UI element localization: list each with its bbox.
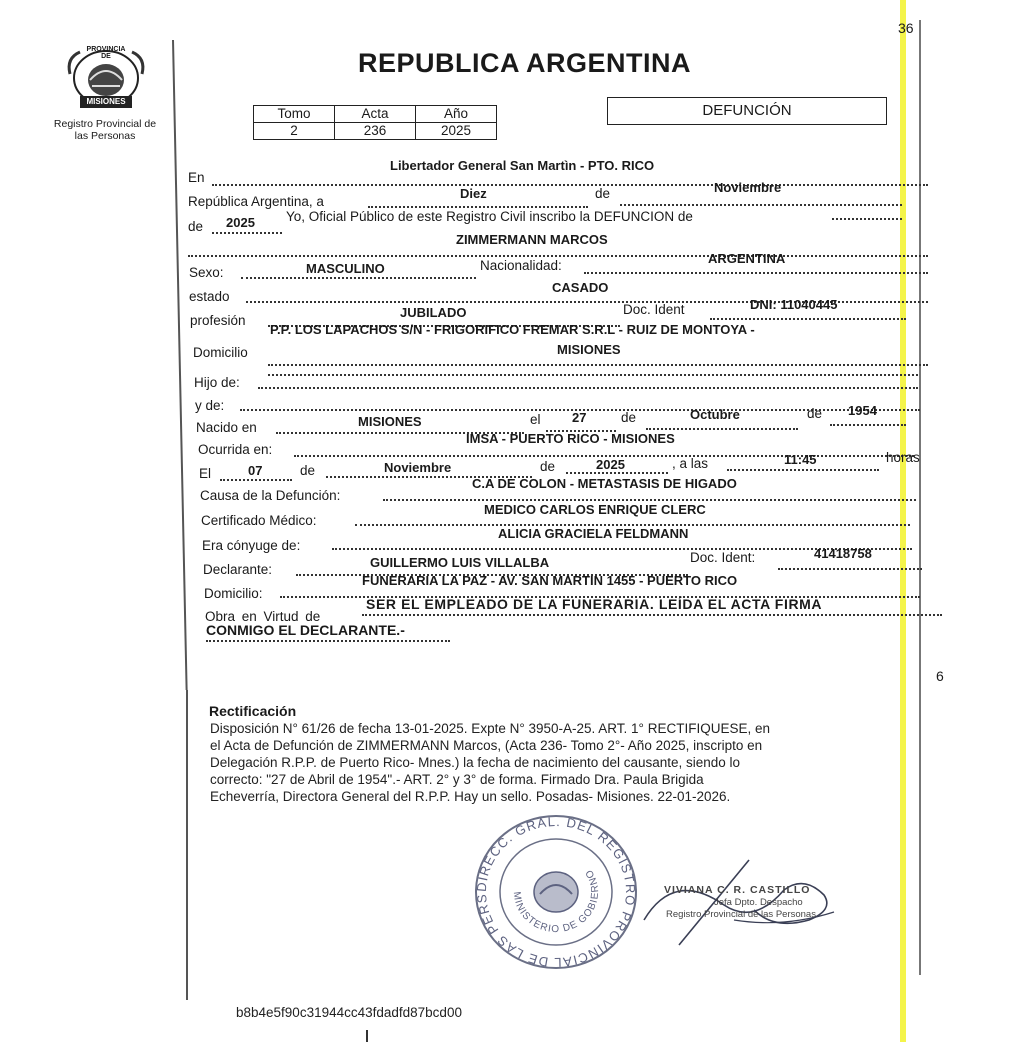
field-lugar — [212, 172, 928, 186]
field-hijo-de — [258, 375, 918, 389]
value-nac-mes: Octubre — [690, 407, 740, 422]
value-def-dia: 07 — [248, 463, 263, 478]
label-oficial: Yo, Oficial Público de este Registro Civil inscribo la DEFUNCION de — [286, 209, 693, 224]
label-doc-ident-2: Doc. Ident: — [690, 550, 756, 565]
left-margin-line-lower — [186, 690, 188, 1000]
value-anio: 2025 — [226, 215, 255, 230]
acta-value: 236 — [335, 123, 416, 140]
document-hash: b8b4e5f90c31944cc43fdadfd87bcd00 — [236, 1005, 462, 1020]
bottom-tick — [366, 1030, 368, 1042]
label-de-1: de — [595, 186, 611, 201]
rectificacion-title: Rectificación — [209, 703, 297, 719]
label-ocurrida-en: Ocurrida en: — [198, 442, 273, 457]
value-obra-2: CONMIGO EL DECLARANTE.- — [206, 622, 405, 638]
label-el-2: El — [199, 466, 212, 481]
label-conyuge: Era cónyuge de: — [202, 538, 301, 553]
value-dni: DNI: 11040445 — [750, 297, 838, 312]
field-oficial-end — [832, 206, 902, 220]
logo-text-top: PROVINCIA DE — [86, 46, 126, 60]
value-hora: 11:45 — [784, 452, 817, 467]
value-def-mes: Noviembre — [384, 460, 452, 475]
value-estado: CASADO — [552, 280, 609, 295]
official-seal — [472, 812, 640, 972]
label-doc-ident: Doc. Ident — [623, 302, 685, 317]
stamp-role: Jefa Dpto. Despacho — [714, 897, 803, 908]
value-obra-1: SER EL EMPLEADO DE LA FUNERARIA. LEÍDA EL ACTA FIRMA — [366, 596, 823, 612]
label-republica: República Argentina, a — [188, 194, 324, 209]
rectificacion-line: Echeverría, Directora General del R.P.P. Hay un sello. Posadas- Misiones. 22-01-2026. — [210, 789, 731, 804]
label-domicilio: Domicilio — [193, 345, 248, 360]
value-domicilio-declarante: FUNERARIA LA PAZ - AV. SAN MARTIN 1455 - PUERTO RICO — [362, 573, 738, 588]
value-certificado: MEDICO CARLOS ENRIQUE CLERC — [484, 502, 706, 517]
label-obra: Obra en Virtud de — [205, 609, 321, 624]
value-nac-anio: 1954 — [848, 403, 877, 418]
logo-text-bottom: MISIONES — [86, 97, 126, 106]
label-estado: estado — [189, 289, 230, 304]
field-obra-2 — [206, 628, 450, 642]
label-nacionalidad: Nacionalidad: — [480, 258, 562, 273]
value-def-anio: 2025 — [596, 457, 625, 472]
ano-header: Año — [416, 106, 497, 123]
document-title: REPUBLICA ARGENTINA — [358, 48, 691, 78]
field-obra-1 — [362, 602, 942, 616]
right-margin-line — [919, 20, 921, 975]
act-type-box: DEFUNCIÓN — [607, 97, 887, 125]
label-en: En — [188, 170, 205, 185]
seal-outer-text: DIRECC. GRAL. DEL REGISTRO PROVINCIAL DE LAS PERS — [473, 813, 639, 971]
label-y-de: y de: — [195, 398, 225, 413]
acta-header: Acta — [335, 106, 416, 123]
label-horas: horas — [886, 450, 920, 465]
label-certificado: Certificado Médico: — [201, 513, 317, 528]
value-sexo: MASCULINO — [306, 261, 385, 276]
value-causa: C.A DE COLON - METASTASIS DE HIGADO — [472, 476, 737, 491]
registry-name-line2: las Personas — [74, 130, 136, 142]
value-domicilio-1: P.P. LOS LAPACHOS S/N - FRIGORIFICO FREMAR S.R.L - RUIZ DE MONTOYA - — [270, 322, 755, 337]
label-declarante: Declarante: — [203, 562, 273, 577]
label-sexo: Sexo: — [189, 265, 224, 280]
label-causa: Causa de la Defunción: — [200, 488, 341, 503]
value-declarante: GUILLERMO LUIS VILLALBA — [370, 555, 550, 570]
label-de-2: de — [188, 219, 204, 234]
tomo-value: 2 — [254, 123, 335, 140]
value-nombre: ZIMMERMANN MARCOS — [456, 232, 608, 247]
rectificacion-line: Disposición N° 61/26 de fecha 13-01-2025. Expte N° 3950-A-25. ART. 1° RECTIFIQUESE, en — [210, 721, 770, 736]
value-lugar: Libertador General San Martìn - PTO. RICO — [390, 158, 655, 173]
rectificacion-line: Delegación R.P.P. de Puerto Rico- Mnes.) la fecha de nacimiento del causante, siendo lo — [210, 755, 741, 770]
value-conyuge: ALICIA GRACIELA FELDMANN — [498, 526, 689, 541]
ano-value: 2025 — [416, 123, 497, 140]
page-number: 36 — [898, 20, 914, 36]
value-dia: Diez — [460, 186, 487, 201]
rectificacion-line: correcto: "27 de Abril de 1954".- ART. 2° y 3° de forma. Firmado Dra. Paula Brigida — [210, 772, 704, 787]
field-domicilio-extra — [268, 362, 918, 376]
value-domicilio-2: MISIONES — [557, 342, 621, 357]
label-de-3: de — [621, 410, 637, 425]
tomo-acta-ano-table — [253, 105, 497, 140]
stamp-name: VIVIANA C. R. CASTILLO — [664, 884, 811, 896]
registry-name-line1: Registro Provincial de — [53, 118, 157, 130]
rectificacion-line: el Acta de Defunción de ZIMMERMANN Marcos, (Acta 236- Tomo 2°- Año 2025, inscripto en — [210, 738, 763, 753]
value-mes: Noviembre — [714, 180, 782, 195]
province-logo — [62, 44, 150, 112]
label-a-las: , a las — [672, 456, 709, 471]
value-declarante-doc: 41418758 — [814, 546, 872, 561]
secondary-page-number: 6 — [936, 668, 944, 684]
tomo-header: Tomo — [254, 106, 335, 123]
label-domicilio-2: Domicilio: — [204, 586, 263, 601]
label-de-5: de — [300, 463, 316, 478]
value-ocurrida-en: IMSA - PUERTO RICO - MISIONES — [466, 431, 675, 446]
rectificacion-body — [210, 720, 950, 805]
value-nacido-en: MISIONES — [358, 414, 422, 429]
label-hijo-de: Hijo de: — [194, 375, 240, 390]
value-profesion: JUBILADO — [400, 305, 467, 320]
value-nac-dia: 27 — [572, 410, 587, 425]
label-nacido-en: Nacido en — [196, 420, 257, 435]
seal-inner-text: MINISTERIO DE GOBIERNO — [510, 866, 602, 936]
label-el-1: el — [530, 412, 541, 427]
label-de-6: de — [540, 459, 556, 474]
label-de-4: de — [807, 406, 823, 421]
label-profesion: profesión — [190, 313, 246, 328]
stamp-org: Registro Provincial de las Personas — [666, 909, 816, 920]
value-nacionalidad: ARGENTINA — [708, 251, 786, 266]
